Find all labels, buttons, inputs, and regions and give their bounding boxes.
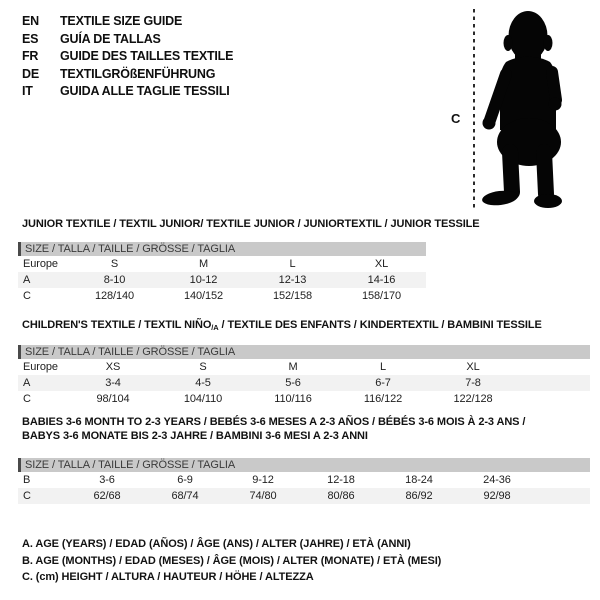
- height-cell: 152/158: [272, 290, 313, 302]
- guide-title-en: TEXTILE SIZE GUIDE: [60, 14, 183, 28]
- guide-title-es: GUÍA DE TALLAS: [60, 31, 161, 46]
- table-row-age-months: [18, 472, 590, 488]
- row-label: Europe: [23, 361, 58, 373]
- children-title-post: / TEXTILE DES ENFANTS / KINDERTEXTIL / BAMBINI TESSILE: [218, 319, 542, 331]
- baby-figure: [448, 2, 598, 214]
- size-header-label: SIZE / TALLA / TAILLE / GRÖSSE / TAGLIA: [25, 243, 236, 255]
- height-cell: 92/98: [483, 490, 511, 502]
- age-cell: 18-24: [405, 474, 433, 486]
- table-row-height: [18, 288, 426, 304]
- size-header-row: [18, 242, 426, 256]
- age-cell: 5-6: [285, 377, 301, 389]
- language-row-fr: [22, 48, 233, 66]
- height-cell: 116/122: [363, 393, 403, 405]
- language-title-list: [22, 13, 233, 101]
- height-cell: 62/68: [93, 490, 121, 502]
- size-header-label: SIZE / TALLA / TAILLE / GRÖSSE / TAGLIA: [25, 346, 236, 358]
- language-code: IT: [22, 84, 33, 98]
- height-measure-label: C: [451, 111, 461, 126]
- table-row-height: [18, 391, 590, 407]
- size-cell: L: [379, 361, 387, 373]
- age-cell: 12-13: [278, 274, 307, 286]
- footnote-c: C. (cm) HEIGHT / ALTURA / HAUTEUR / HÖHE / ALTEZZA: [22, 571, 314, 583]
- row-label: A: [23, 274, 31, 286]
- babies-title-line1: BABIES 3-6 MONTH TO 2-3 YEARS / BEBÉS 3-6 MESES A 2-3 AÑOS / BÉBÉS 3-6 MOIS À 2-3 ANS /: [22, 416, 526, 428]
- height-cell: 74/80: [249, 490, 277, 502]
- size-header-row: [18, 345, 590, 359]
- age-cell: 12-18: [327, 474, 355, 486]
- height-cell: 122/128: [453, 393, 493, 405]
- row-label: C: [23, 393, 31, 405]
- height-cell: 140/152: [183, 290, 224, 302]
- row-label: Europe: [23, 258, 58, 270]
- language-row-it: [22, 83, 233, 101]
- guide-title-de: TEXTILGRÖßENFÜHRUNG: [60, 66, 216, 81]
- size-cell: S: [110, 258, 119, 270]
- age-cell: 24-36: [483, 474, 511, 486]
- row-label: B: [23, 474, 31, 486]
- table-row-age: [18, 272, 426, 288]
- language-row-de: [22, 66, 233, 84]
- age-cell: 14-16: [367, 274, 396, 286]
- language-code: EN: [22, 14, 39, 28]
- size-cell: XL: [374, 258, 389, 270]
- size-header-label: SIZE / TALLA / TAILLE / GRÖSSE / TAGLIA: [25, 459, 236, 471]
- footnote-b: B. AGE (MONTHS) / EDAD (MESES) / ÂGE (MOIS) / ALTER (MONATE) / ETÀ (MESI): [22, 554, 442, 567]
- height-cell: 158/170: [361, 290, 402, 302]
- size-header-row: [18, 458, 590, 472]
- row-label: C: [23, 490, 31, 502]
- guide-title-it: GUIDA ALLE TAGLIE TESSILI: [60, 84, 230, 98]
- junior-section-title: JUNIOR TEXTILE / TEXTIL JUNIOR/ TEXTILE JUNIOR / JUNIORTEXTIL / JUNIOR TESSILE: [22, 218, 480, 230]
- table-row-height: [18, 488, 590, 504]
- table-row-age: [18, 375, 590, 391]
- size-cell: S: [199, 361, 207, 373]
- height-cell: 110/116: [274, 393, 312, 405]
- age-cell: 7-8: [465, 377, 481, 389]
- age-cell: 6-9: [177, 474, 193, 486]
- language-code: FR: [22, 49, 39, 63]
- babies-title-line2: BABYS 3-6 MONATE BIS 2-3 JAHRE / BAMBINI 3-6 MESI A 2-3 ANNI: [22, 429, 368, 442]
- children-title-pre: CHILDREN'S TEXTILE / TEXTIL NIÑO: [22, 319, 212, 331]
- age-cell: 4-5: [195, 377, 211, 389]
- size-cell: XS: [105, 361, 121, 373]
- age-cell: 6-7: [375, 377, 391, 389]
- babies-size-table: [18, 458, 590, 504]
- junior-size-table: [18, 242, 426, 304]
- height-cell: 104/110: [183, 393, 223, 405]
- footnote-a: A. AGE (YEARS) / EDAD (AÑOS) / ÂGE (ANS) / ALTER (JAHRE) / ETÀ (ANNI): [22, 538, 411, 550]
- baby-silhouette: [481, 11, 562, 208]
- age-cell: 3-6: [99, 474, 115, 486]
- babies-section-title: [22, 416, 525, 443]
- table-row-europe: [18, 359, 590, 375]
- children-title-sub: /A: [211, 323, 219, 332]
- height-cell: 98/104: [96, 393, 130, 405]
- language-code: ES: [22, 31, 39, 46]
- age-cell: 9-12: [252, 474, 274, 486]
- table-row-europe: [18, 256, 426, 272]
- height-cell: 80/86: [327, 490, 355, 502]
- height-cell: 86/92: [405, 490, 433, 502]
- language-code: DE: [22, 66, 39, 81]
- baby-silhouette-icon: [448, 2, 598, 214]
- guide-title-fr: GUIDE DES TAILLES TEXTILE: [60, 49, 234, 63]
- age-cell: 10-12: [189, 274, 218, 286]
- legend-footnotes: [22, 536, 441, 586]
- age-cell: 3-4: [105, 377, 121, 389]
- row-label: C: [23, 290, 31, 302]
- age-cell: 8-10: [103, 274, 126, 286]
- language-row-en: [22, 13, 233, 31]
- children-section-title: [22, 319, 542, 332]
- size-cell: M: [198, 258, 209, 270]
- children-size-table: [18, 345, 590, 407]
- row-label: A: [23, 377, 31, 389]
- size-cell: M: [288, 361, 298, 373]
- height-cell: 68/74: [171, 490, 199, 502]
- height-cell: 128/140: [94, 290, 135, 302]
- size-cell: XL: [466, 361, 480, 373]
- language-row-es: [22, 31, 233, 49]
- size-cell: L: [289, 258, 296, 270]
